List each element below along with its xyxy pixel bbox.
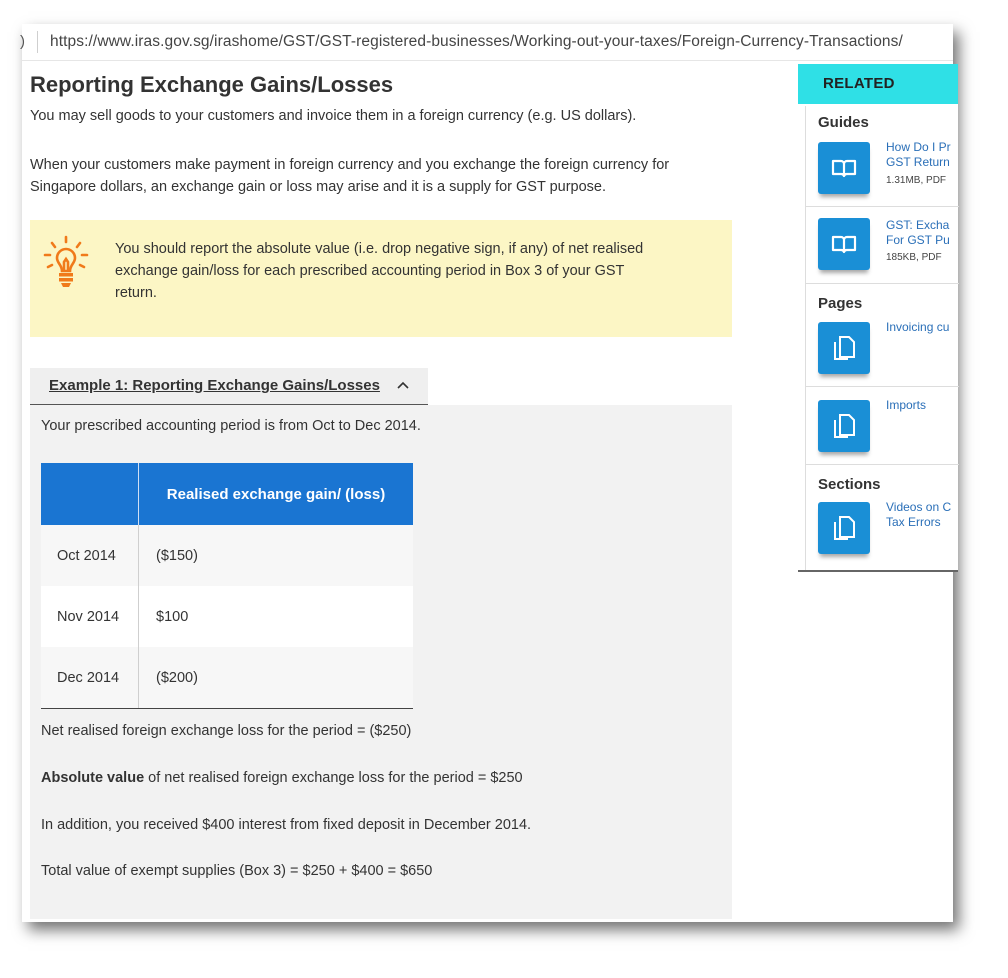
guide-link[interactable]: How Do I Pr GST Return (886, 140, 951, 169)
url-fragment: ) (20, 33, 25, 50)
book-icon[interactable] (818, 218, 870, 270)
pages-icon[interactable] (818, 400, 870, 452)
lightbulb-icon (44, 236, 88, 288)
interest-line: In addition, you received $400 interest from fixed deposit in December 2014. (41, 817, 532, 833)
note-box (30, 220, 732, 337)
example-tab[interactable] (30, 368, 428, 405)
example-intro: Your prescribed accounting period is from Oct to Dec 2014. (41, 418, 421, 434)
section-link[interactable]: Videos on C Tax Errors (886, 500, 952, 529)
screenshot-frame (22, 24, 953, 922)
exchange-paragraph: When your customers make payment in foreign currency and you exchange the foreign currency for Singapore dollars, an exchange gain or loss may arise and it is a supply for GST purpose. (30, 157, 670, 195)
table-cell-value: ($200) (139, 647, 414, 709)
table-row (41, 647, 413, 709)
guide-meta: 1.31MB, PDF (886, 175, 947, 186)
example-panel (30, 405, 732, 919)
absolute-value-line (41, 770, 523, 786)
book-icon[interactable] (818, 142, 870, 194)
pages-heading: Pages (818, 295, 863, 312)
intro-paragraph: You may sell goods to your customers and invoice them in a foreign currency (e.g. US dollars). (30, 108, 637, 124)
divider (806, 283, 959, 284)
divider (806, 464, 959, 465)
guides-heading: Guides (818, 114, 869, 131)
absolute-value-bold: Absolute value (41, 770, 145, 786)
note-text: You should report the absolute value (i.e. drop negative sign, if any) of net realised exchange gain/loss for each prescribed accounting period in Box 3 of your GST return. (115, 241, 644, 301)
page-link[interactable]: Invoicing cu (886, 320, 950, 334)
divider (806, 206, 959, 207)
page-title: Reporting Exchange Gains/Losses (30, 72, 394, 97)
guide-link[interactable]: GST: Excha For GST Pu (886, 218, 950, 247)
url-text[interactable]: https://www.iras.gov.sg/irashome/GST/GST-registered-businesses/Working-out-your-taxes/Foreign-Currency-Transactions/ (50, 33, 903, 50)
table-cell-month: Nov 2014 (41, 586, 139, 647)
table-cell-value: $100 (139, 586, 414, 647)
total-line: Total value of exempt supplies (Box 3) = $250 + $400 = $650 (41, 863, 433, 879)
table-header-gain-loss: Realised exchange gain/ (loss) (139, 463, 414, 525)
table-cell-value: ($150) (139, 525, 414, 586)
address-bar[interactable] (22, 24, 953, 61)
net-loss-line: Net realised foreign exchange loss for the period = ($250) (41, 723, 412, 739)
table-cell-month: Dec 2014 (41, 647, 139, 709)
table-row (41, 586, 413, 647)
sections-heading: Sections (818, 476, 881, 493)
exchange-table (41, 463, 413, 709)
guide-meta: 185KB, PDF (886, 252, 942, 263)
table-header-row (41, 463, 413, 525)
related-header-label: RELATED (823, 75, 895, 92)
divider (806, 386, 959, 387)
example-tab-label[interactable]: Example 1: Reporting Exchange Gains/Losses (49, 377, 380, 394)
related-sidebar (798, 64, 958, 572)
address-separator (37, 31, 38, 53)
related-header (798, 64, 958, 104)
page-link[interactable]: Imports (886, 398, 927, 412)
pages-icon[interactable] (818, 322, 870, 374)
related-list (805, 106, 959, 570)
pages-icon[interactable] (818, 502, 870, 554)
table-cell-month: Oct 2014 (41, 525, 139, 586)
chevron-up-icon[interactable] (397, 377, 409, 393)
table-row (41, 525, 413, 586)
table-header-empty (41, 463, 139, 525)
absolute-value-rest: of net realised foreign exchange loss for the period = $250 (144, 770, 523, 786)
